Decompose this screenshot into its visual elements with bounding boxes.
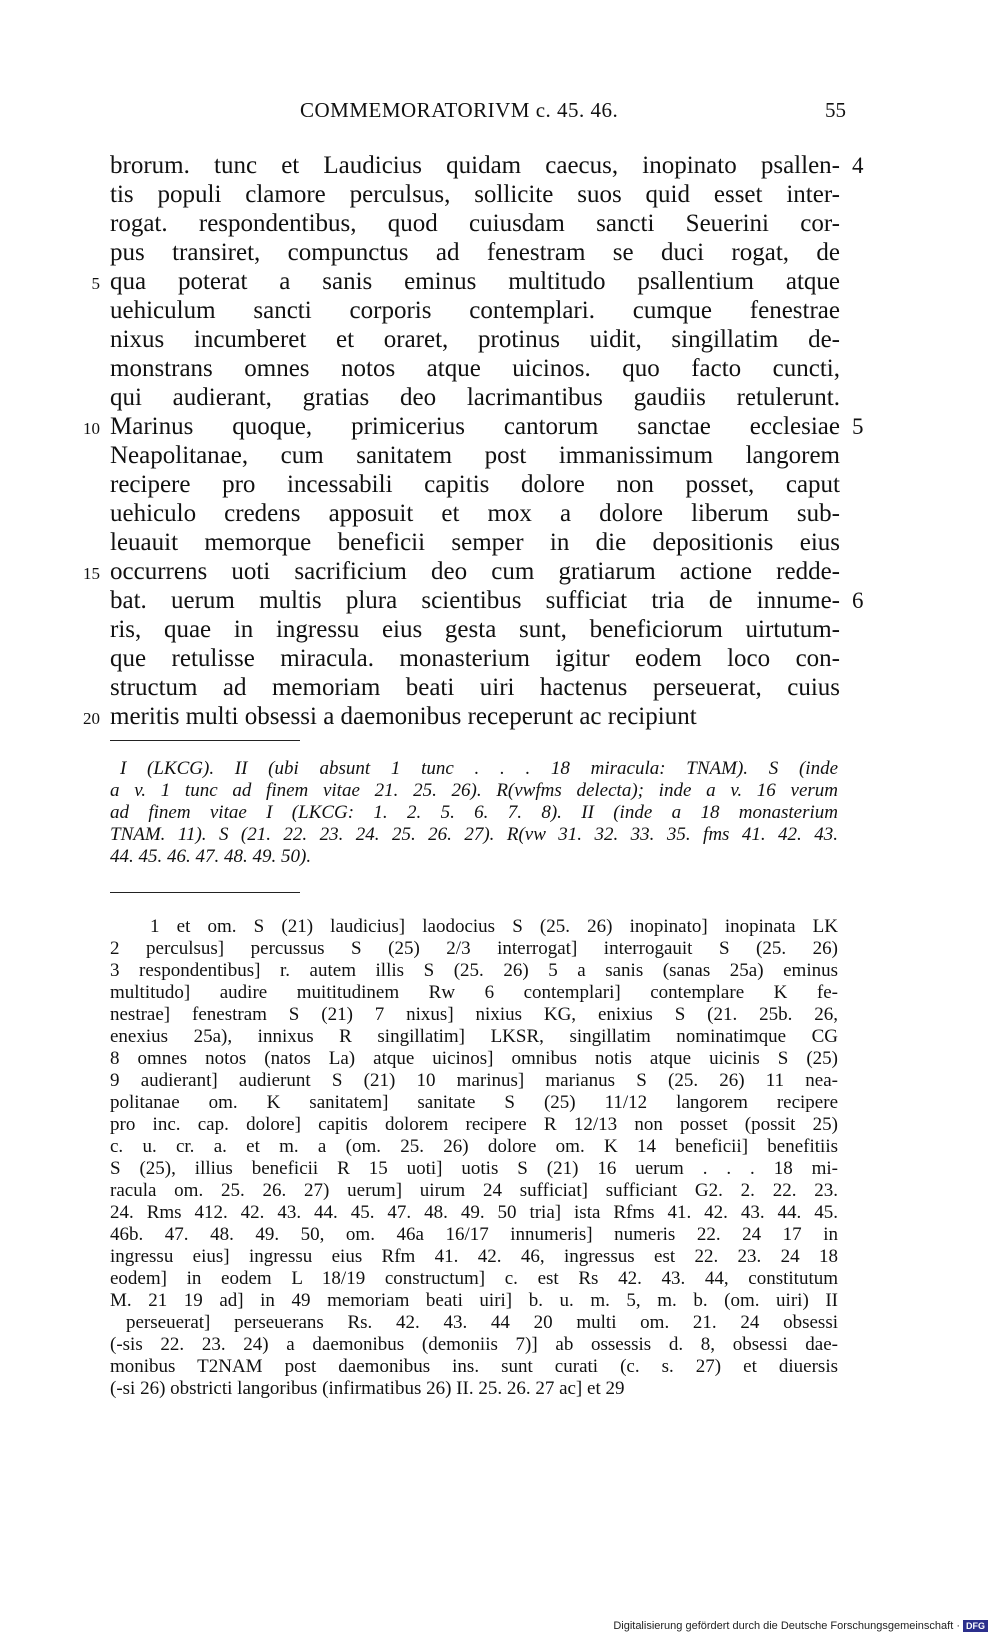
text-line <box>83 412 864 441</box>
sources-line: 44. 45. 46. 47. 48. 49. 50). <box>110 846 312 867</box>
text-line <box>110 151 864 180</box>
chapter-number: 5 <box>852 414 864 439</box>
text-line-content: structum ad memoriam beati uiri hactenus perseuerat, cuius <box>110 674 840 701</box>
text-line <box>83 557 840 586</box>
apparatus-line: 1 et om. S (21) laudicius] laodocius S (25. 26) inopinato] inopinata LK <box>150 916 838 937</box>
text-line-content: rogat. respondentibus, quod cuiusdam sancti Seuerini cor- <box>110 210 840 237</box>
divider-rule <box>110 892 300 893</box>
text-line <box>110 383 840 412</box>
divider-rule <box>110 740 300 741</box>
apparatus-line: S (25), illius beneficii R 15 uoti] uotis S (21) 16 uerum . . . 18 mi- <box>110 1158 838 1179</box>
chapter-number: 4 <box>852 153 864 178</box>
text-line-content: monstrans omnes notos atque uicinos. quo facto cuncti, <box>110 355 840 382</box>
apparatus-line: eodem] in eodem L 18/19 constructum] c. est Rs 42. 43. 44, constitutum <box>110 1268 838 1289</box>
text-line-content: tis populi clamore perculsus, sollicite suos quid esset inter- <box>110 181 840 208</box>
apparatus-line: multitudo] audire muititudinem Rw 6 contemplari] contemplare K fe- <box>110 982 838 1003</box>
critical-apparatus <box>110 916 838 1400</box>
apparatus-line: pro inc. cap. dolore] capitis dolorem recipere R 12/13 non posset (possit 25) <box>110 1114 838 1135</box>
text-line-content: occurrens uoti sacrificium deo cum gratiarum actione redde- <box>110 558 840 585</box>
sources-note <box>110 758 838 868</box>
text-line-content: bat. uerum multis plura scientibus sufficiat tria de innume- <box>110 587 840 614</box>
text-line-content: pus transiret, compunctus ad fenestram se duci rogat, de <box>110 239 840 266</box>
text-line <box>110 528 840 557</box>
text-line <box>91 267 840 296</box>
apparatus-line: nestrae] fenestram S (21) 7 nixus] nixius KG, enixius S (21. 25b. 26, <box>110 1004 838 1025</box>
line-number: 20 <box>83 709 100 728</box>
text-line-content: qua poterat a sanis eminus multitudo psallentium atque <box>110 268 840 295</box>
line-number: 10 <box>83 419 100 438</box>
chapter-number: 6 <box>852 588 864 613</box>
apparatus-line: 24. Rms 412. 42. 43. 44. 45. 47. 48. 49. 50 tria] ista Rfms 41. 42. 43. 44. 45. <box>110 1202 838 1223</box>
text-line <box>110 586 864 615</box>
text-line <box>110 238 840 267</box>
apparatus-line: perseuerat] perseuerans Rs. 42. 43. 44 20 multi om. 21. 24 obsessi <box>126 1312 838 1333</box>
running-title: COMMEMORATORIVM c. 45. 46. <box>300 98 619 122</box>
text-line <box>110 296 840 325</box>
text-line <box>110 470 840 499</box>
text-line-content: uehiculum sancti corporis contemplari. cumque fenestrae <box>110 297 840 324</box>
apparatus-line: monibus T2NAM post daemonibus ins. sunt curati (c. s. 27) et diuersis <box>110 1356 838 1377</box>
main-text <box>83 151 864 731</box>
text-line-content: ris, quae in ingressu eius gesta sunt, beneficiorum uirtutum- <box>110 616 840 643</box>
apparatus-line: 46b. 47. 48. 49. 50, om. 46a 16/17 innumeris] numeris 22. 24 17 in <box>110 1224 838 1245</box>
dfg-footer <box>613 1620 988 1632</box>
text-line <box>110 615 840 644</box>
text-line-content: meritis multi obsessi a daemonibus receperunt ac recipiunt <box>110 703 697 730</box>
apparatus-line: racula om. 25. 26. 27) uerum] uirum 24 sufficiat] sufficiant G2. 2. 22. 23. <box>110 1180 838 1201</box>
text-line-content: leuauit memorque beneficii semper in die depositionis eius <box>110 529 840 556</box>
apparatus-line: c. u. cr. a. et m. a (om. 25. 26) dolore om. K 14 beneficii] benefitiis <box>110 1136 838 1157</box>
text-line <box>110 354 840 383</box>
text-line-content: recipere pro incessabili capitis dolore non posset, caput <box>110 471 840 498</box>
text-line-content: Neapolitanae, cum sanitatem post immanissimum langorem <box>110 442 840 469</box>
sources-line: I (LKCG). II (ubi absunt 1 tunc . . . 18 miracula: TNAM). S (inde <box>120 758 838 779</box>
sources-line: a v. 1 tunc ad finem vitae 21. 25. 26). R(vwfms delecta); inde a v. 16 verum <box>110 780 838 801</box>
sources-line: ad finem vitae I (LKCG: 1. 2. 5. 6. 7. 8). II (inde a 18 monasterium <box>110 802 838 823</box>
sources-line: TNAM. 11). S (21. 22. 23. 24. 25. 26. 27). R(vw 31. 32. 33. 35. fms 41. 42. 43. <box>110 824 838 845</box>
apparatus-line: 2 perculsus] percussus S (25) 2/3 interrogat] interrogauit S (25. 26) <box>110 938 838 959</box>
apparatus-line: (-si 26) obstricti langoribus (infirmatibus 26) II. 25. 26. 27 ac] et 29 <box>110 1378 625 1399</box>
dfg-logo: DFG <box>963 1620 988 1632</box>
text-line <box>110 180 840 209</box>
text-line-content: nixus incumberet et oraret, protinus uidit, singillatim de- <box>110 326 840 353</box>
apparatus-line: 8 omnes notos (natos La) atque uicinos] omnibus notis atque uicinis S (25) <box>110 1048 838 1069</box>
text-line-content: brorum. tunc et Laudicius quidam caecus, inopinato psallen- <box>110 152 840 179</box>
text-line <box>110 441 840 470</box>
apparatus-line: 9 audierant] audierunt S (21) 10 marinus] marianus S (25. 26) 11 nea- <box>110 1070 838 1091</box>
line-number: 15 <box>83 564 100 583</box>
footer-text: Digitalisierung gefördert durch die Deutsche Forschungsgemeinschaft · <box>613 1619 960 1632</box>
apparatus-line: M. 21 19 ad] in 49 memoriam beati uiri] b. u. m. 5, m. b. (om. uiri) II <box>110 1290 838 1311</box>
apparatus-line: (-sis 22. 23. 24) a daemonibus (demoniis 7)] ab ossessis d. 8, obsessi dae- <box>110 1334 838 1355</box>
apparatus-line: politanae om. K sanitatem] sanitate S (25) 11/12 langorem recipere <box>110 1092 838 1113</box>
apparatus-line: enexius 25a), innixus R singillatim] LKSR, singillatim nominatimque CG <box>110 1026 838 1047</box>
text-line-content: Marinus quoque, primicerius cantorum sanctae ecclesiae <box>110 413 840 440</box>
text-line <box>110 209 840 238</box>
page-number: 55 <box>825 98 846 122</box>
text-line-content: que retulisse miracula. monasterium igitur eodem loco con- <box>110 645 840 672</box>
text-line <box>110 325 840 354</box>
running-header <box>300 98 846 128</box>
text-line-content: uehiculo credens apposuit et mox a dolore liberum sub- <box>110 500 840 527</box>
apparatus-line: ingressu eius] ingressu eius Rfm 41. 42. 46, ingressus est 22. 23. 24 18 <box>110 1246 838 1267</box>
text-line <box>83 702 840 731</box>
text-line-content: qui audierant, gratias deo lacrimantibus gaudiis retulerunt. <box>110 384 840 411</box>
line-number: 5 <box>91 274 100 293</box>
text-line <box>110 673 840 702</box>
apparatus-line: 3 respondentibus] r. autem illis S (25. 26) 5 a sanis (sanas 25a) eminus <box>110 960 838 981</box>
text-line <box>110 499 840 528</box>
text-line <box>110 644 840 673</box>
